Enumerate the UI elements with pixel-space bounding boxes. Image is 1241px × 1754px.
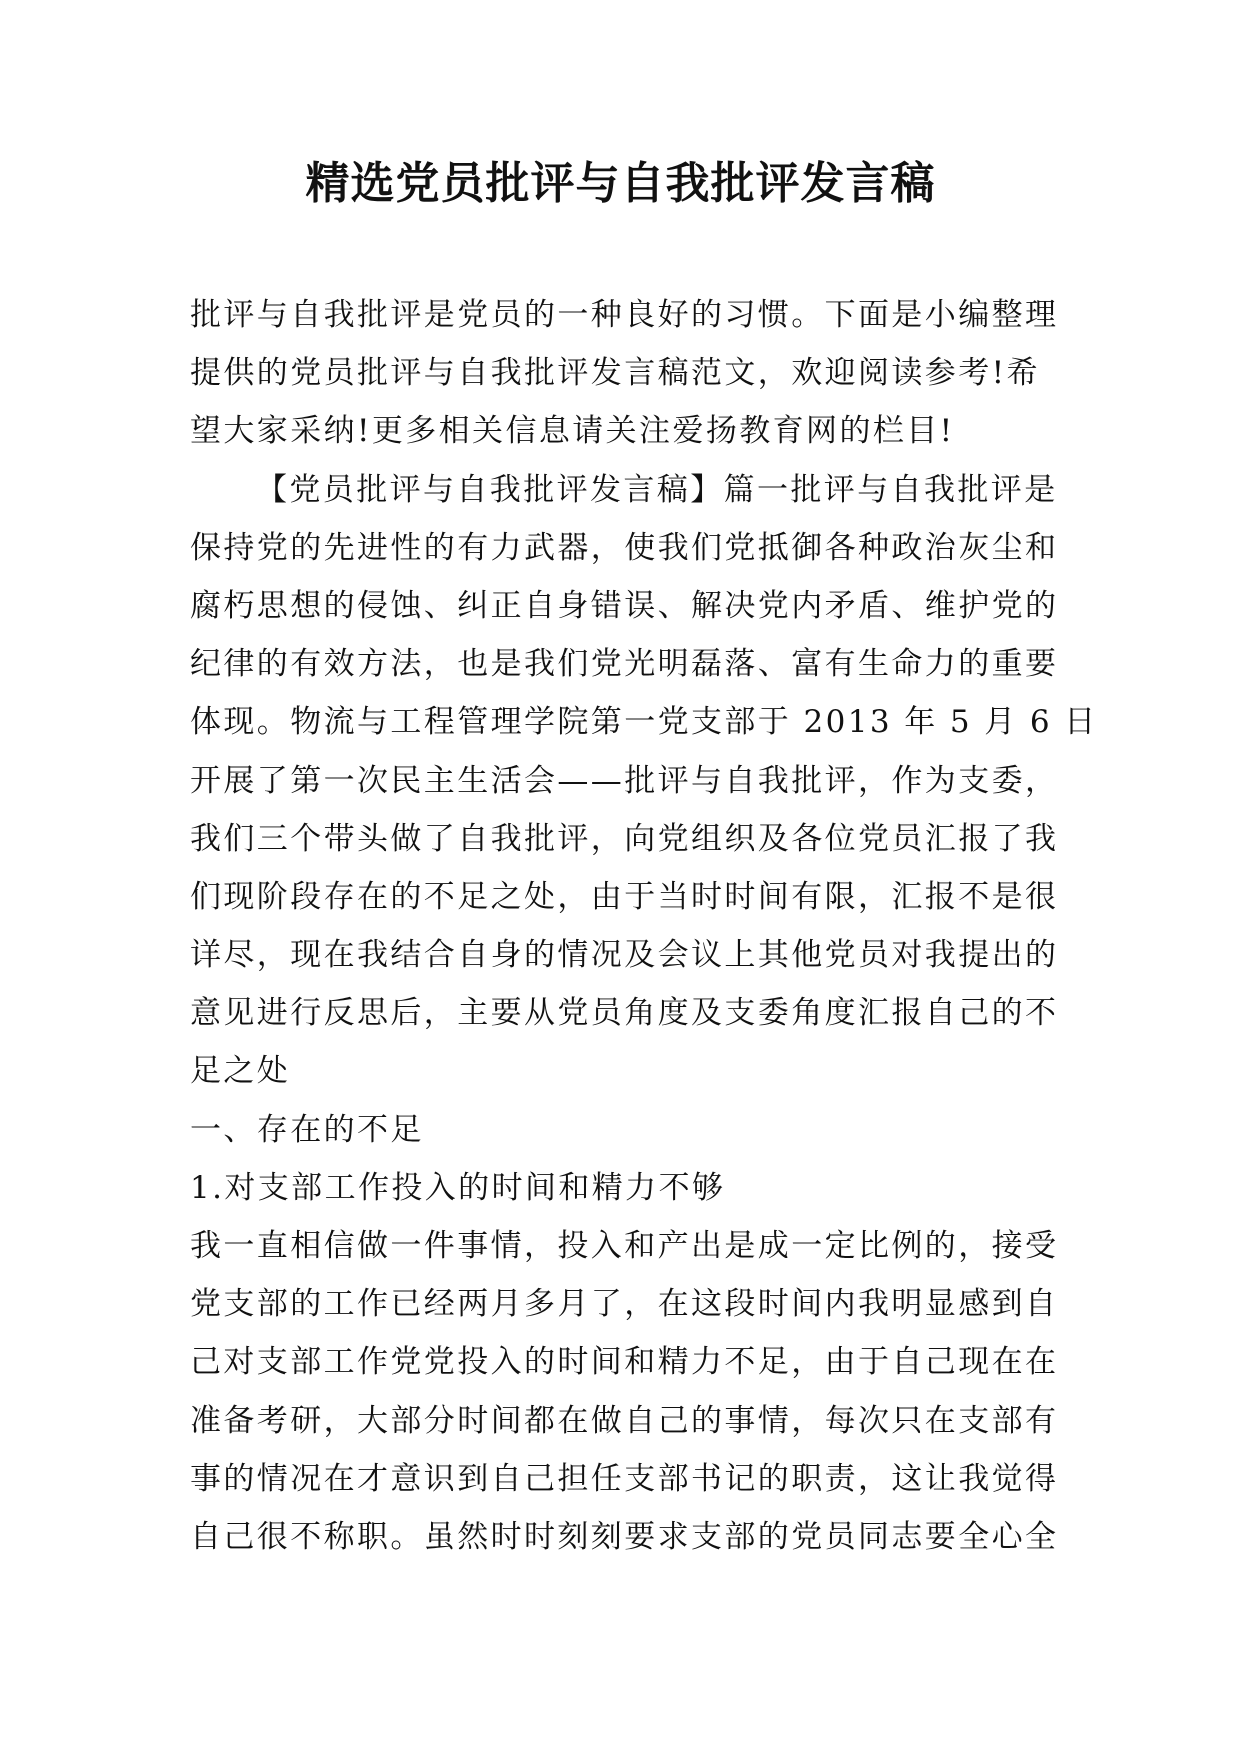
- body-line: 望大家采纳!更多相关信息请关注爱扬教育网的栏目!: [190, 413, 955, 450]
- body-line: 己对支部工作党党投入的时间和精力不足，由于自己现在在: [190, 1344, 1059, 1381]
- body-line: 事的情况在才意识到自己担任支部书记的职责，这让我觉得: [190, 1460, 1059, 1497]
- body-line: 党支部的工作已经两月多月了，在这段时间内我明显感到自: [190, 1286, 1059, 1323]
- body-line: 足之处: [190, 1053, 291, 1090]
- body-line: 提供的党员批评与自我批评发言稿范文，欢迎阅读参考!希: [190, 355, 1040, 392]
- body-line: 体现。物流与工程管理学院第一党支部于 2013 年 5 月 6 日: [190, 704, 1098, 741]
- body-line: 开展了第一次民主生活会——批评与自我批评，作为支委，: [190, 762, 1059, 799]
- body-line-indented: 【党员批评与自我批评发言稿】篇一批评与自我批评是: [256, 471, 1058, 508]
- body-line: 纪律的有效方法，也是我们党光明磊落、富有生命力的重要: [190, 646, 1059, 683]
- body-line: 意见进行反思后，主要从党员角度及支委角度汇报自己的不: [190, 995, 1059, 1032]
- body-line: 详尽，现在我结合自身的情况及会议上其他党员对我提出的: [190, 937, 1059, 974]
- subsection-heading: 1.对支部工作投入的时间和精力不够: [190, 1169, 726, 1206]
- body-line: 准备考研，大部分时间都在做自己的事情，每次只在支部有: [190, 1402, 1059, 1439]
- body-line: 腐朽思想的侵蚀、纠正自身错误、解决党内矛盾、维护党的: [190, 587, 1059, 624]
- body-line: 们现阶段存在的不足之处，由于当时时间有限，汇报不是很: [190, 878, 1059, 915]
- body-line: 我一直相信做一件事情，投入和产出是成一定比例的，接受: [190, 1228, 1059, 1264]
- body-line: 批评与自我批评是党员的一种良好的习惯。下面是小编整理: [190, 297, 1059, 333]
- document-title: 精选党员批评与自我批评发言稿: [305, 158, 936, 209]
- body-line: 我们三个带头做了自我批评，向党组织及各位党员汇报了我: [190, 820, 1059, 857]
- document-body: [190, 286, 1098, 1566]
- body-line: 保持党的先进性的有力武器，使我们党抵御各种政治灰尘和: [190, 529, 1059, 566]
- section-heading: 一、存在的不足: [190, 1111, 424, 1148]
- body-line: 自己很不称职。虽然时时刻刻要求支部的党员同志要全心全: [190, 1518, 1059, 1555]
